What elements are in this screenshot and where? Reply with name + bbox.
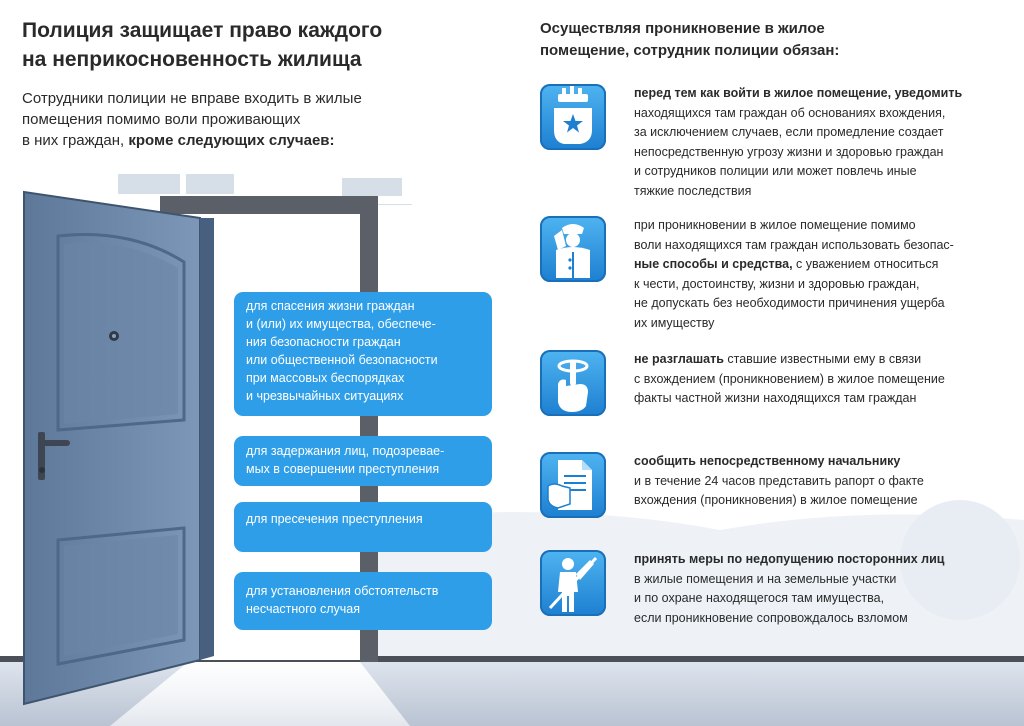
duties-title-line-2: помещение, сотрудник полиции обязан: bbox=[540, 42, 840, 59]
door-leaf bbox=[24, 192, 214, 704]
hand-finger-lips-icon bbox=[540, 350, 606, 416]
duty-line: в жилые помещения и на земельные участки bbox=[634, 571, 897, 586]
case-line: несчастного случая bbox=[246, 602, 360, 616]
duties-title bbox=[540, 18, 980, 62]
title-line-2: на неприкосновенность жилища bbox=[22, 48, 362, 71]
duty-line: и в течение 24 часов представить рапорт о факте bbox=[634, 473, 924, 488]
duty-line: вхождения (проникновения) в жилое помещение bbox=[634, 493, 918, 507]
duty-bold: перед тем как войти в жилое помещение, уведомить bbox=[634, 86, 963, 100]
duty-line: факты частной жизни находящихся там граждан bbox=[634, 391, 917, 405]
duty-line: если проникновение сопровождалось взломом bbox=[634, 610, 908, 625]
case-bubble-prevention bbox=[234, 502, 492, 552]
case-bubble-detention bbox=[234, 436, 492, 486]
case-line: для спасения жизни граждан bbox=[246, 299, 415, 313]
case-line: и (или) их имущества, обеспече- bbox=[246, 317, 436, 331]
case-line: мых в совершении преступления bbox=[246, 462, 440, 476]
stop-person-icon bbox=[540, 550, 606, 616]
page-title bbox=[22, 16, 482, 74]
case-line: для установления обстоятельств bbox=[246, 584, 439, 598]
duty-line: при проникновении в жилое помещение помимо bbox=[634, 218, 916, 232]
intro-line-3: в них граждан, bbox=[22, 132, 125, 149]
duty-line: непосредственную угрозу жизни и здоровью граждан bbox=[634, 144, 944, 159]
case-line: для задержания лиц, подозревае- bbox=[246, 444, 445, 458]
case-bubble-accident bbox=[234, 572, 492, 630]
duty-line: и по охране находящегося там имущества, bbox=[634, 591, 885, 605]
case-line: при массовых беспорядках bbox=[246, 371, 405, 385]
duty-bold: сообщить непосредственному начальнику bbox=[634, 454, 901, 468]
duty-line: и сотрудников полиции или может повлечь иные bbox=[634, 164, 917, 178]
case-line: и чрезвычайных ситуациях bbox=[246, 389, 404, 403]
duties-title-line-1: Осуществляя проникновение в жилое bbox=[540, 20, 825, 37]
duty-bold: не разглашать bbox=[634, 352, 724, 366]
duty-line: к чести, достоинству, жизни и здоровью граждан, bbox=[634, 276, 920, 291]
duty-safe-means bbox=[634, 216, 1019, 333]
title-line-1: Полиция защищает право каждого bbox=[22, 19, 383, 42]
duty-line: с вхождением (проникновением) в жилое помещение bbox=[634, 371, 945, 386]
duty-bold: ные способы и средства, bbox=[634, 257, 793, 271]
case-line: или общественной безопасности bbox=[246, 353, 438, 367]
duty-line: за исключением случаев, если промедление создает bbox=[634, 125, 944, 139]
duty-protect bbox=[634, 550, 1019, 628]
document-report-icon bbox=[540, 452, 606, 518]
hand-badge-icon bbox=[540, 84, 606, 150]
intro-line-1: Сотрудники полиции не вправе входить в жилые bbox=[22, 90, 362, 107]
duty-bold: принять меры по недопущению посторонних лиц bbox=[634, 552, 945, 566]
duty-line: тяжкие последствия bbox=[634, 183, 752, 198]
duty-report bbox=[634, 452, 1019, 511]
duty-notify bbox=[634, 84, 1019, 201]
case-bubble-rescue bbox=[234, 292, 492, 416]
duty-inline: ставшие известными ему в связи bbox=[723, 352, 922, 366]
intro-line-2: помещения помимо воли проживающих bbox=[22, 111, 301, 128]
duty-line: находящихся там граждан об основаниях вхождения, bbox=[634, 105, 946, 120]
duty-line: не допускать без необходимости причинения ущерба bbox=[634, 296, 945, 310]
saluting-officer-icon bbox=[540, 216, 606, 282]
duty-line: воли находящихся там граждан использовать безопас- bbox=[634, 237, 954, 252]
duty-nondisclosure bbox=[634, 350, 1019, 409]
duty-inline: с уважением относиться bbox=[792, 257, 939, 271]
case-line: ния безопасности граждан bbox=[246, 335, 401, 349]
intro-text bbox=[22, 88, 482, 151]
duty-line: их имуществу bbox=[634, 315, 715, 330]
case-line: для пресечения преступления bbox=[246, 512, 423, 526]
intro-bold: кроме следующих случаев: bbox=[128, 132, 335, 149]
